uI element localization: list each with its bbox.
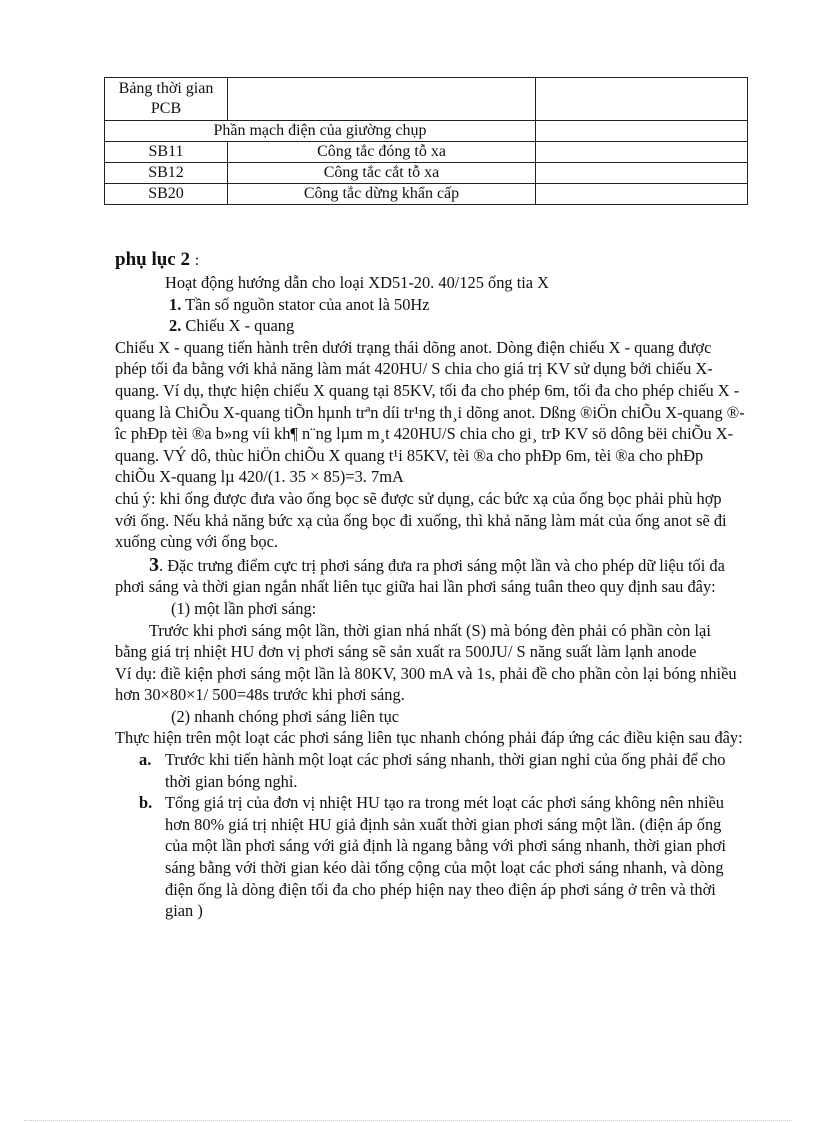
list-marker: b. xyxy=(139,793,153,813)
table-cell: Công tắc dừng khẩn cấp xyxy=(228,184,536,205)
example-paragraph: Ví dụ: điề kiện phơi sáng một lần là 80KV, 300 mA và 1s, phải đề cho phần còn lại bóng nhiều hơn 30×80×1/ 500=48s trước khi phơi sáng. xyxy=(115,663,737,705)
xray-paragraph: Chiếu X - quang tiến hành trên dưới trạng thái dõng anot. Dòng điện chiếu X - quang được phép tối đa bằng với khả năng làm mát 420HU/ S chia cho giá trị KV sử dụng bởi chiếu X-quang. Ví dụ, thực hiện chiếu X quang tại 85KV, tối đa cho phép 6m, tối đa cho phép chiếu X - quang là ChiÕu X-quang tiÕn hµnh trªn díi tr¹ng th¸i dõng anot. Dßng ®iÖn chiÕu X-quang ®îc phÐp tèi ®a b»ng víi kh¶ n¨ng lµm m¸t 420HU/S chia cho gi¸ trÞ KV sö dông bëi chiÕu X-quang. VÝ dô, thùc hiÖn chiÕu X quang t¹i 85KV, tèi ®a cho phÐp 6m, tèi ®a cho phÐp chiÕu X-quang lµ 420/(1. 35 × 85)=3. 7mA xyxy=(115,337,745,487)
page-bottom-divider xyxy=(24,1120,792,1121)
list-item xyxy=(115,792,745,922)
section-text: . Đặc trưng điểm cực trị phơi sáng đưa ra phơi sáng một lần và cho phép dữ liệu tối đa phơi sáng và thời gian ngắn nhất liên tục giữa hai lần phơi sáng tuân theo quy định sau đây: xyxy=(115,555,725,597)
appendix-title xyxy=(115,249,745,272)
numbered-item xyxy=(115,294,745,316)
note-paragraph: chú ý: khi ống được đưa vào ống bọc sẽ được sử dụng, các bức xạ của ống bọc phải phù hợp với ống. Nếu khả năng bức xạ của ống bọc đi xuống, thì khả năng làm mát của ống anot sẽ đi xuống cùng với ống bọc. xyxy=(115,488,727,552)
table-row xyxy=(105,163,748,184)
list-text: Trước khi tiến hành một loạt các phơi sáng nhanh, thời gian nghỉ của ống phải để cho thời gian bóng nghỉ. xyxy=(165,750,726,791)
pcb-table xyxy=(104,77,748,205)
table-cell xyxy=(536,121,748,142)
appendix-title-colon: : xyxy=(194,252,200,269)
rapid-exposure-paragraph: Thực hiện trên một loạt các phơi sáng liên tục nhanh chóng phải đáp ứng các điều kiện sau đây: xyxy=(115,728,743,748)
appendix-intro: Hoạt động hướng dẫn cho loại XD51-20. 40/125 ống tia X xyxy=(165,273,550,292)
table-cell: Công tắc cắt tỗ xa xyxy=(228,163,536,184)
table-row xyxy=(105,121,748,142)
table-cell xyxy=(536,163,748,184)
section-3-paragraph xyxy=(115,555,745,598)
single-exposure-paragraph: Trước khi phơi sáng một lần, thời gian nhá nhất (S) mà bóng đèn phải có phần còn lại bằng giá trị nhiệt HU đơn vị phơi sáng sẽ sản xuất ra 500JU/ S năng suất làm lạnh anode xyxy=(115,620,711,662)
numbered-item xyxy=(115,315,745,337)
table-cell xyxy=(536,78,748,121)
section-number: 3 xyxy=(149,553,159,576)
subheading-single-exposure: (1) một lần phơi sáng: xyxy=(171,598,317,618)
item-number: 1. xyxy=(169,294,182,314)
table-row xyxy=(105,78,748,121)
table-cell xyxy=(536,184,748,205)
item-text: Chiếu X - quang xyxy=(181,316,295,336)
subheading-rapid-exposure: (2) nhanh chóng phơi sáng liên tục xyxy=(171,706,400,726)
table-cell: Bảng thời gian PCB xyxy=(105,78,228,121)
item-text: Tần số nguồn stator của anot là 50Hz xyxy=(181,294,430,314)
table-section-header: Phần mạch điện của giường chụp xyxy=(105,121,536,142)
table-row xyxy=(105,184,748,205)
list-marker: a. xyxy=(139,750,152,770)
table-cell: SB20 xyxy=(105,184,228,205)
list-item xyxy=(115,749,745,792)
table-cell xyxy=(228,78,536,121)
table-cell: Công tắc đóng tỗ xa xyxy=(228,142,536,163)
table-cell xyxy=(536,142,748,163)
table-cell: SB12 xyxy=(105,163,228,184)
appendix-title-text: phụ lục 2 xyxy=(115,249,190,270)
list-text: Tổng giá trị của đơn vị nhiệt HU tạo ra trong mét loạt các phơi sáng không nên nhiều hơn 80% giá trị nhiệt HU giả định sản xuất thời gian phơi sáng một lần. (điện áp ống của một lần phơi sáng với giả định là ngang bằng với phơi sáng nhanh, thời gian phơi sáng bằng với thời gian kéo dài tổng cộng của một loạt các phơi sáng nhanh, và dòng điện ống là dòng điện tối đa cho phép hiện nay theo điện áp phơi sáng ở trên và thời gian ) xyxy=(165,793,726,921)
table-cell: SB11 xyxy=(105,142,228,163)
item-number: 2. xyxy=(169,316,182,336)
table-row xyxy=(105,142,748,163)
appendix-section xyxy=(115,249,745,922)
